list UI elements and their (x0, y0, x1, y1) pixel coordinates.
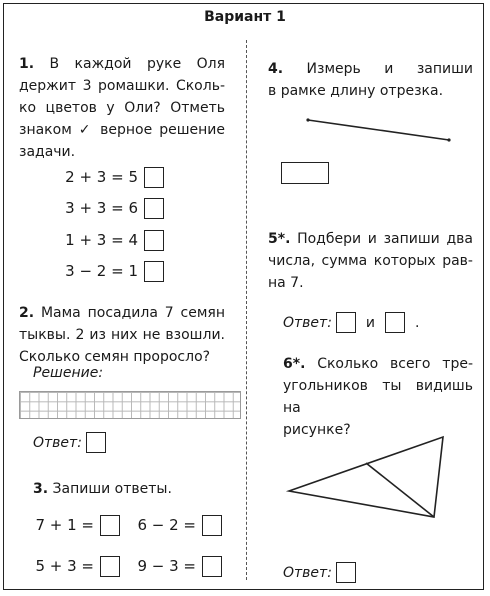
task3-number: 3. (33, 481, 49, 497)
task4-number: 4. (268, 61, 284, 77)
task3-expr-2: 6 − 2 = (128, 513, 222, 537)
task6-text (283, 353, 473, 441)
task5-answer (283, 312, 419, 333)
task5-line-3: на 7. (268, 275, 304, 291)
task3-instruction: Запиши ответы. (52, 481, 172, 497)
task6-answer-label: Ответ: (283, 564, 332, 581)
task1-option-2: 3 + 3 = 6 (58, 196, 164, 220)
task5-text (268, 228, 473, 294)
task1-line-1: 1. В каждой руке Оля (19, 56, 226, 72)
task1-line-2: держит 3 ромашки. Сколь- (19, 78, 225, 94)
task5-answer-box-1[interactable] (336, 312, 356, 333)
task5-number: 5*. (268, 231, 291, 247)
task4-line-1: 4. Измерь и запиши (268, 61, 474, 77)
task1-number: 1. (19, 56, 35, 72)
task1-option-3: 1 + 3 = 4 (58, 228, 164, 252)
task5-answer-label: Ответ: (283, 314, 332, 331)
task6-triangle-figure (289, 437, 443, 517)
task5-connector: и (365, 314, 376, 331)
task5-line-1: 5*. Подбери и запиши два (268, 231, 473, 247)
task2-answer-label: Ответ: (33, 434, 82, 451)
task6-line-2: угольников ты видишь на (283, 378, 473, 416)
task1-option-4: 3 − 2 = 1 (58, 259, 164, 283)
task4-segment (306, 118, 450, 141)
task6-line-1: 6*. Сколько всего тре- (283, 356, 474, 372)
task3-expr-3: 5 + 3 = (30, 554, 120, 578)
task1-line-5: задачи. (19, 144, 76, 160)
task2-line-2: тыквы. 2 из них не взошли. (19, 327, 225, 343)
task3-expr-1: 7 + 1 = (30, 513, 120, 537)
task1-option-1: 2 + 3 = 5 (58, 165, 164, 189)
task6-line-3: рисунке? (283, 422, 351, 438)
task5-end-mark: . (415, 314, 420, 331)
task2-line-3: Сколько семян проросло? (19, 349, 211, 365)
task6-answer (283, 562, 356, 583)
task5-line-2: числа, сумма которых рав- (268, 253, 473, 269)
worksheet-title: Вариант 1 (204, 9, 286, 25)
task5-answer-box-2[interactable] (385, 312, 405, 333)
task2-line-1: 2. Мама посадила 7 семян (19, 305, 225, 321)
task1-line-4: знаком ✓ верное решение (19, 122, 225, 138)
task6-number: 6*. (283, 356, 306, 372)
task2-number: 2. (19, 305, 35, 321)
task4-line-2: в рамке длину отрезка. (268, 83, 444, 99)
task1-line-3: ко цветов у Оли? Отметь (19, 100, 225, 116)
task2-solution-label: Решение: (33, 365, 104, 381)
task6-answer-box[interactable] (336, 562, 356, 583)
task3-expr-4: 9 − 3 = (128, 554, 222, 578)
task4-answer-box[interactable] (281, 162, 329, 184)
